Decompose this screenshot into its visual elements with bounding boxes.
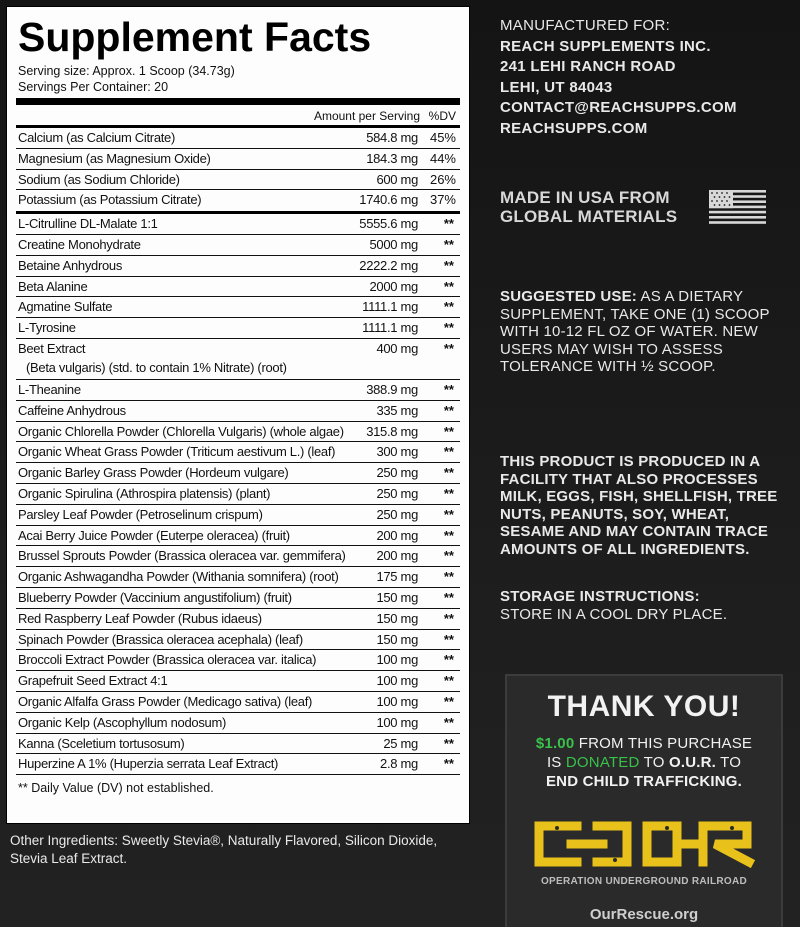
ingredient-row	[16, 484, 460, 505]
donation-is: IS	[546, 754, 566, 771]
ingredient-amount: 2000 mg	[369, 278, 418, 294]
ingredient-name: Caffeine Anhydrous	[18, 402, 126, 418]
ingredient-name: Brussel Sprouts Powder (Brassica oleracea var. gemmifera)	[18, 548, 346, 564]
ingredient-name: Calcium (as Calcium Citrate)	[18, 130, 176, 145]
ingredient-dv: **	[443, 673, 454, 689]
mineral-row	[16, 170, 460, 191]
manufacturer-website: REACHSUPPS.COM	[500, 119, 648, 137]
ingredient-row	[16, 401, 460, 422]
ingredient-name: Potassium (as Potassium Citrate)	[18, 192, 202, 208]
manufacturer-label: MANUFACTURED FOR:	[500, 17, 671, 34]
supplement-facts-panel	[6, 6, 470, 824]
ingredient-row	[16, 754, 460, 775]
ingredient-amount: 200 mg	[376, 548, 418, 564]
ingredient-dv: **	[443, 236, 454, 252]
ingredient-dv: **	[443, 257, 454, 273]
ingredient-name: Beet Extract	[18, 340, 86, 356]
ingredient-dv: 26%	[429, 171, 456, 187]
ingredient-row	[16, 442, 460, 463]
other-ingredients: Other Ingredients: Sweetly Stevia®, Naturally Flavored, Silicon Dioxide, Stevia Leaf Extract.	[10, 833, 438, 866]
ingredient-amount: 388.9 mg	[366, 381, 418, 397]
dv-footnote: ** Daily Value (DV) not established.	[18, 781, 214, 796]
ingredient-name: Sodium (as Sodium Chloride)	[18, 171, 180, 187]
ingredient-dv: **	[443, 652, 454, 668]
ingredient-name: Magnesium (as Magnesium Oxide)	[18, 150, 211, 166]
ingredient-row	[16, 630, 460, 651]
storage-instructions	[500, 588, 790, 623]
ingredient-amount: 200 mg	[376, 527, 418, 543]
mineral-row	[16, 190, 460, 211]
ingredient-amount: 250 mg	[376, 506, 418, 522]
ingredient-dv: **	[443, 693, 454, 709]
ingredient-name: Agmatine Sulfate	[18, 299, 113, 315]
ingredient-dv: **	[443, 299, 454, 315]
ingredient-dv: **	[443, 756, 454, 772]
ingredient-amount: 1740.6 mg	[359, 192, 418, 208]
ingredient-name: Grapefruit Seed Extract 4:1	[18, 673, 168, 689]
ingredient-dv: **	[443, 610, 454, 626]
donation-to2: TO	[716, 754, 742, 771]
org-name: OPERATION UNDERGROUND RAILROAD	[540, 876, 748, 887]
ingredient-amount: 150 mg	[376, 610, 418, 626]
ingredient-name: Spinach Powder (Brassica oleracea acephala) (leaf)	[18, 631, 303, 647]
ingredient-name: Organic Barley Grass Powder (Hordeum vulgare)	[18, 465, 289, 481]
ingredient-dv: 44%	[429, 150, 456, 166]
manufacturer-company: REACH SUPPLEMENTS INC.	[500, 37, 711, 55]
ingredient-dv: **	[443, 216, 454, 232]
ingredient-amount: 184.3 mg	[366, 150, 418, 166]
org-url: OurRescue.org	[589, 906, 699, 923]
ingredient-row	[16, 734, 460, 755]
ingredient-name: Organic Kelp (Ascophyllum nodosum)	[18, 714, 227, 730]
our-logo-icon	[527, 816, 763, 872]
ingredient-name: Acai Berry Juice Powder (Euterpe oleracea) (fruit)	[18, 527, 290, 543]
ingredient-name: Organic Wheat Grass Powder (Triticum aestivum L.) (leaf)	[18, 444, 336, 460]
ingredient-row	[16, 318, 460, 339]
ingredient-name: Blueberry Powder (Vaccinium angustifolium) (fruit)	[18, 589, 292, 605]
ingredient-name: Kanna (Sceletium tortusosum)	[18, 735, 185, 751]
manufacturer-block	[500, 16, 737, 139]
ingredient-dv: **	[443, 340, 454, 356]
ingredient-amount: 250 mg	[376, 465, 418, 481]
ingredient-amount: 2222.2 mg	[359, 257, 418, 273]
ingredient-row	[16, 463, 460, 484]
manufacturer-email: CONTACT@REACHSUPPS.COM	[500, 99, 737, 116]
ingredient-dv: **	[443, 631, 454, 647]
ingredient-name: Red Raspberry Leaf Powder (Rubus idaeus)	[18, 610, 262, 626]
mineral-rows	[16, 128, 460, 211]
divider-thick	[16, 98, 460, 105]
ingredient-amount: 600 mg	[376, 171, 418, 187]
ingredient-amount: 584.8 mg	[366, 130, 418, 145]
ingredient-amount: 100 mg	[376, 714, 418, 730]
made-in-usa	[500, 188, 677, 226]
ingredient-dv: **	[443, 527, 454, 543]
ingredient-name: Beta Alanine	[18, 278, 88, 294]
ingredient-name: Organic Spirulina (Athrospira platensis) (plant)	[18, 485, 271, 501]
ingredient-amount: 1111.1 mg	[362, 299, 418, 315]
manufacturer-city: LEHI, UT 84043	[500, 78, 613, 96]
org-abbr: O.U.R.	[668, 754, 716, 771]
ingredient-name: Betaine Anhydrous	[18, 257, 123, 273]
ingredient-rows	[16, 214, 460, 775]
ingredient-row	[16, 214, 460, 235]
ingredient-amount: 100 mg	[376, 693, 418, 709]
ingredient-dv: **	[443, 320, 454, 336]
ingredient-row	[16, 339, 460, 380]
ingredient-name: L-Citrulline DL-Malate 1:1	[18, 216, 158, 232]
ingredient-name: Organic Chlorella Powder (Chlorella Vulgaris) (whole algae)	[18, 423, 344, 439]
ingredient-name: Broccoli Extract Powder (Brassica oleracea var. italica)	[18, 652, 317, 668]
ingredient-amount: 315.8 mg	[366, 423, 418, 439]
donation-text	[507, 734, 781, 791]
ingredient-amount: 100 mg	[376, 652, 418, 668]
ingredient-name: Organic Alfalfa Grass Powder (Medicago sativa) (leaf)	[18, 693, 313, 709]
ingredient-name: Parsley Leaf Powder (Petroselinum crispum)	[18, 506, 263, 522]
ingredient-amount: 100 mg	[376, 673, 418, 689]
ingredient-amount: 150 mg	[376, 589, 418, 605]
ingredient-row	[16, 277, 460, 298]
serving-info	[18, 63, 460, 95]
ingredient-row	[16, 671, 460, 692]
ingredient-amount: 250 mg	[376, 485, 418, 501]
header-amount: Amount per Serving	[313, 109, 420, 123]
suggested-use	[500, 288, 785, 376]
facts-title: Supplement Facts	[18, 14, 372, 60]
ingredient-dv: **	[443, 506, 454, 522]
ingredient-row	[16, 505, 460, 526]
ingredient-amount: 25 mg	[383, 735, 418, 751]
manufacturer-street: 241 LEHI RANCH ROAD	[500, 58, 676, 75]
ingredient-dv: **	[443, 381, 454, 397]
allergen-statement: THIS PRODUCT IS PRODUCED IN A FACILITY THAT ALSO PROCESSES MILK, EGGS, FISH, SHELLFISH, TREE NUTS, PEANUTS, SOY, WHEAT, SESAME AND MAY CONTAIN TRACE AMOUNTS OF ALL INGREDIENTS.	[500, 453, 778, 558]
servings-per-container: Servings Per Container: 20	[18, 80, 169, 94]
ingredient-dv: 37%	[429, 192, 456, 208]
header-dv: %DV	[428, 109, 456, 123]
made-in-line1: MADE IN USA FROM	[500, 188, 670, 207]
donated-word: DONATED	[565, 754, 640, 771]
ingredient-dv: **	[443, 569, 454, 585]
ingredient-dv: **	[443, 278, 454, 294]
ingredient-amount: 5555.6 mg	[359, 216, 418, 232]
ingredient-row	[16, 609, 460, 630]
donation-line3: END CHILD TRAFFICKING.	[545, 773, 743, 790]
ingredient-name: L-Theanine	[18, 381, 81, 397]
us-flag-icon	[709, 190, 766, 224]
ingredient-amount: 5000 mg	[369, 236, 418, 252]
ingredient-amount: 175 mg	[376, 569, 418, 585]
ingredient-dv: **	[443, 423, 454, 439]
ingredient-row	[16, 588, 460, 609]
ingredient-row	[16, 422, 460, 443]
ingredient-name: Creatine Monohydrate	[18, 236, 141, 252]
ingredient-subname: (Beta vulgaris) (std. to contain 1% Nitrate) (root)	[26, 359, 287, 375]
ingredient-dv: 45%	[429, 130, 456, 145]
suggested-use-label: SUGGESTED USE:	[500, 288, 637, 305]
ingredient-row	[16, 526, 460, 547]
ingredient-amount: 1111.1 mg	[362, 320, 418, 336]
storage-label: STORAGE INSTRUCTIONS:	[500, 588, 700, 605]
suggested-use-text: AS A DIETARY SUPPLEMENT, TAKE ONE (1) SCOOP WITH 10-12 FL OZ OF WATER. NEW USERS MAY WISH TO ASSESS TOLERANCE WITH ½ SCOOP.	[500, 288, 770, 375]
table-header	[16, 105, 460, 125]
ingredient-row	[16, 650, 460, 671]
made-in-line2: GLOBAL MATERIALS	[500, 207, 678, 226]
donation-line1: FROM THIS PURCHASE	[574, 735, 753, 752]
ingredient-dv: **	[443, 465, 454, 481]
ingredient-name: Organic Ashwagandha Powder (Withania somnifera) (root)	[18, 569, 339, 585]
ingredient-row	[16, 546, 460, 567]
donation-to: TO	[639, 754, 669, 771]
ingredient-row	[16, 235, 460, 256]
ingredient-amount: 150 mg	[376, 631, 418, 647]
mineral-row	[16, 149, 460, 170]
ingredient-amount: 2.8 mg	[380, 756, 418, 772]
ingredient-row	[16, 380, 460, 401]
ingredient-dv: **	[443, 402, 454, 418]
thank-you-card	[505, 674, 783, 927]
donation-amount: $1.00	[535, 735, 575, 752]
ingredient-amount: 300 mg	[376, 444, 418, 460]
serving-size: Serving size: Approx. 1 Scoop (34.73g)	[18, 64, 235, 78]
ingredient-name: L-Tyrosine	[18, 320, 76, 336]
ingredient-dv: **	[443, 589, 454, 605]
ingredient-row	[16, 297, 460, 318]
ingredient-dv: **	[443, 444, 454, 460]
storage-text: STORE IN A COOL DRY PLACE.	[500, 605, 728, 623]
ingredient-dv: **	[443, 714, 454, 730]
ingredient-amount: 335 mg	[376, 402, 418, 418]
ingredient-dv: **	[443, 735, 454, 751]
ingredient-amount: 400 mg	[376, 340, 418, 356]
ingredient-name: Huperzine A 1% (Huperzia serrata Leaf Extract)	[18, 756, 279, 772]
ingredient-row	[16, 567, 460, 588]
ingredient-row	[16, 692, 460, 713]
ingredient-dv: **	[443, 548, 454, 564]
thank-you-title: THANK YOU!	[547, 690, 741, 723]
ingredient-row	[16, 713, 460, 734]
mineral-row	[16, 128, 460, 149]
ingredient-row	[16, 256, 460, 277]
ingredient-dv: **	[443, 485, 454, 501]
